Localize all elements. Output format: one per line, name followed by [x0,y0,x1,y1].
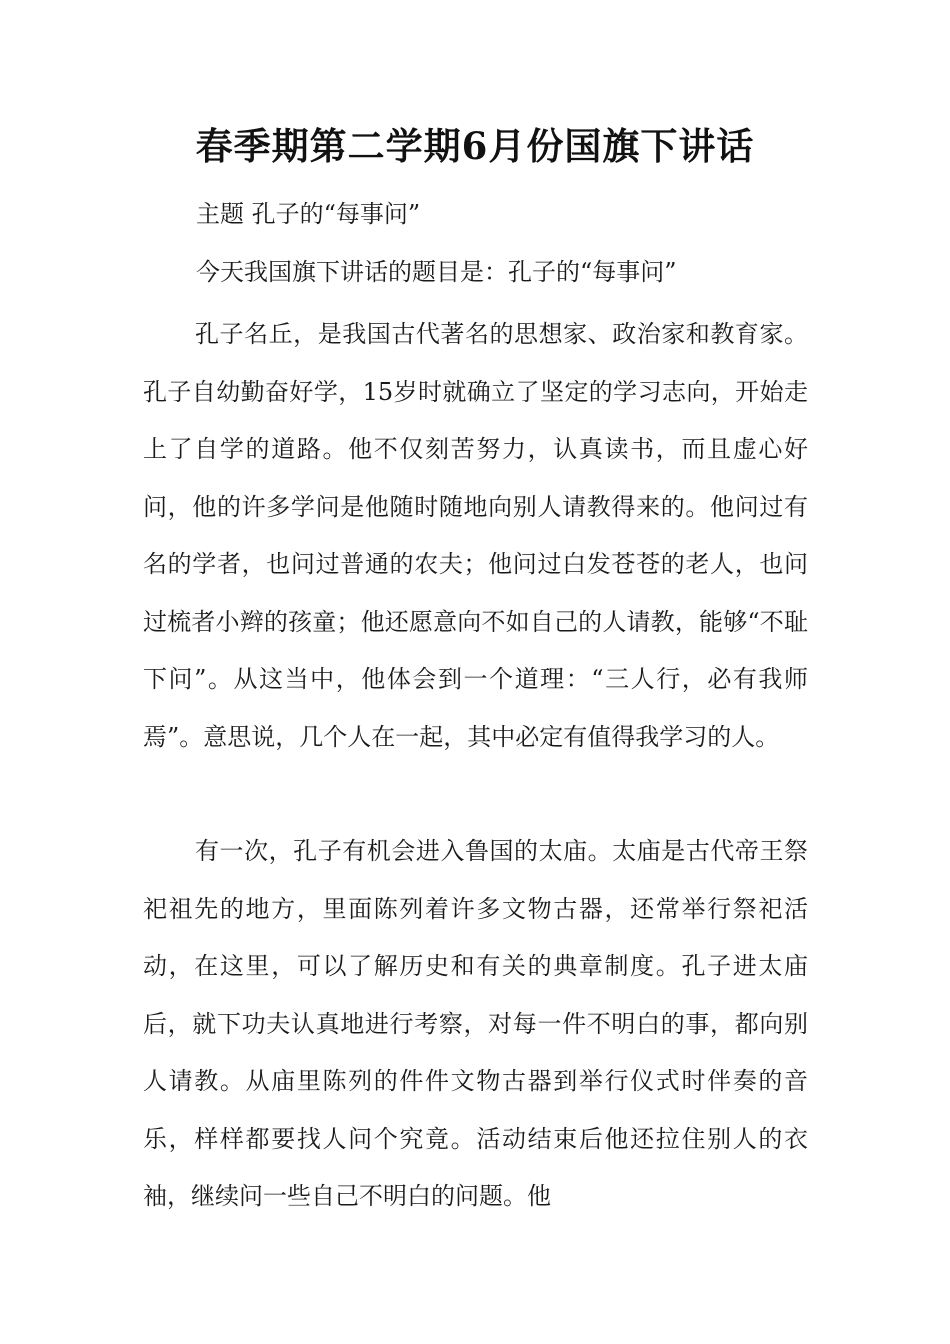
document-title: 春季期第二学期6月份国旗下讲话 [195,124,755,168]
theme-line: 主题 孔子的“每事问” [196,200,421,228]
intro-line: 今天我国旗下讲话的题目是：孔子的“每事问” [196,258,677,286]
body-paragraph-1: 孔子名丘，是我国古代著名的思想家、政治家和教育家。孔子自幼勤奋好学，15岁时就确立了坚定的学习志向，开始走上了自学的道路。他不仅刻苦努力，认真读书，而且虚心好问，他的许多学问是他随时随地向别人请教得来的。他问过有名的学者，也问过普通的农夫；他问过白发苍苍的老人，也问过梳者小辫的孩童；他还愿意向不如自己的人请教，能够“不耻下问”。从这当中，他体会到一个道理：“三人行，必有我师焉”。意思说，几个人在一起，其中必定有值得我学习的人。 [143,320,808,751]
body-paragraph-2: 有一次，孔子有机会进入鲁国的太庙。太庙是古代帝王祭祀祖先的地方，里面陈列着许多文物古器，还常举行祭祀活动，在这里，可以了解历史和有关的典章制度。孔子进太庙后，就下功夫认真地进行考察，对每一件不明白的事，都向别人请教。从庙里陈列的件件文物古器到举行仪式时伴奏的音乐，样样都要找人问个究竟。活动结束后他还拉住别人的衣袖，继续问一些自己不明白的问题。他 [143,837,808,1210]
